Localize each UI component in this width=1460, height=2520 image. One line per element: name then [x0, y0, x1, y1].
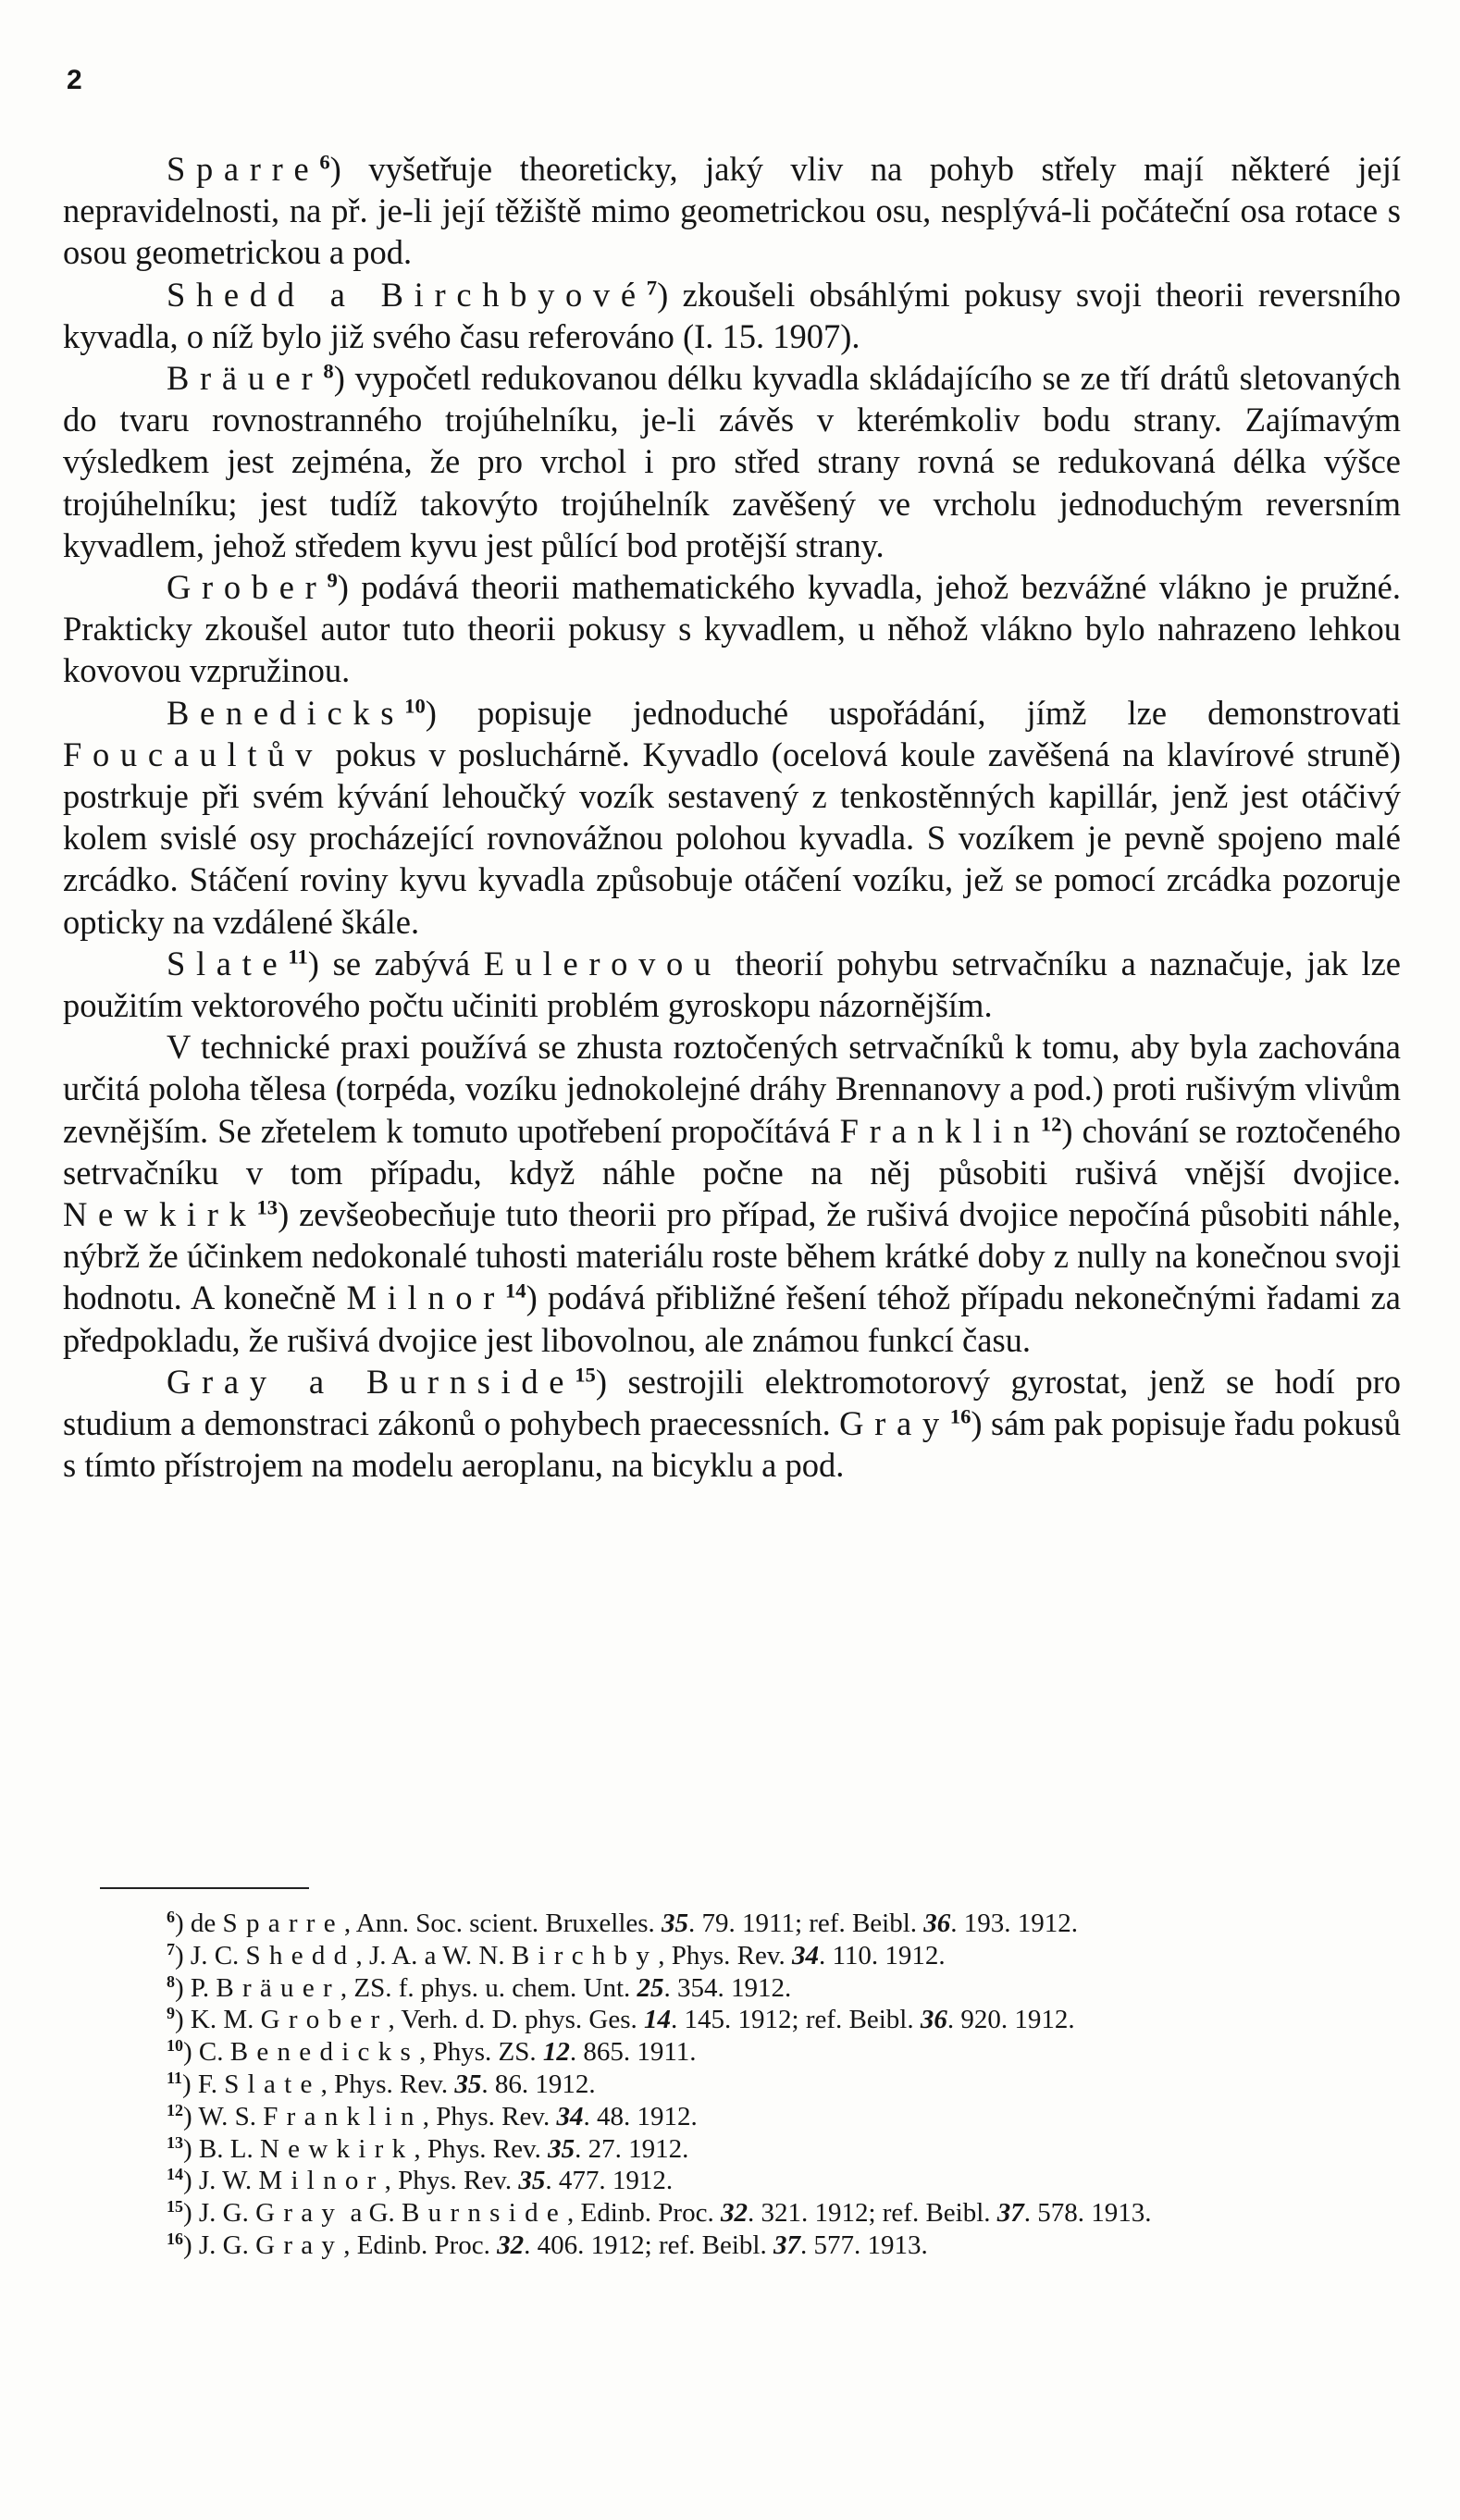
footnote-ref: 9 [327, 568, 338, 592]
footnote-volume: 37 [773, 2230, 800, 2260]
paragraph-text: V technické praxi používá se zhusta roztočených setrvačníků k tomu, aby byla zachována určitá poloha tělesa (torpéda, vozíku jednokolejné dráhy Brennanovy a pod.) proti rušivým vlivům zevnějším. Se zřetelem k tomuto upotřebení propočítává [63, 1028, 1401, 1150]
footnote-number: 11 [167, 2069, 182, 2088]
footnote-text: . 110. 1912. [818, 1940, 946, 1970]
footnote-number: 9 [167, 2004, 175, 2023]
footnote-separator [100, 1887, 309, 1889]
footnote-number: 16 [167, 2230, 183, 2249]
footnote-author: Shedd [245, 1940, 356, 1970]
footnote-12: $^{12}$) W. S. Franklin, Phys. Rev. 34. 48. 1912. [167, 2100, 698, 2131]
footnote-text: . 578. 1913. [1023, 2198, 1152, 2229]
footnote-text: , Phys. Rev. [658, 1940, 792, 1970]
footnote-ref: 13 [256, 1195, 278, 1219]
footnote-text: . 920. 1912. [947, 2005, 1075, 2035]
paragraph-text: sám pak popisuje řadu pokusů s tímto přístrojem na modelu aeroplanu, na bicyklu a pod. [63, 1404, 1401, 1485]
footnote-ref: 10 [404, 694, 426, 718]
footnote-volume: 32 [497, 2230, 525, 2260]
author-name: Franklin [839, 1111, 1041, 1150]
author-name: Gray [839, 1404, 950, 1443]
footnote-text: . 27. 1912. [575, 2133, 689, 2164]
footnote-number: 14 [167, 2165, 183, 2184]
paragraph-text: podává theorii mathematického kyvadla, jehož bezvážné vlákno je pružné. Prakticky zkoušel autor tuto theorii pokusy s kyvadlem, u něhož vlákno bylo nahrazeno lehkou kovovou vzpružinou. [63, 568, 1401, 690]
footnote-15: $^{15}$) J. G. Gray a G. Burnside, Edinb. Proc. 32. 321. 1912; ref. Beibl. 37. 578. 1913. [167, 2197, 1152, 2229]
paragraph-text: chování se roztočeného setrvačníku v tom případu, když náhle počne na něj působiti rušivá vnější dvojice. [63, 1111, 1402, 1192]
footnote-author: Gray [255, 2198, 344, 2229]
footnote-author: Milnor [258, 2166, 385, 2196]
footnote-number: 10 [167, 2036, 183, 2056]
footnote-author: Newkirk [259, 2133, 414, 2164]
footnote-text: a G. [343, 2198, 402, 2229]
footnote-14: $^{14}$) J. W. Milnor, Phys. Rev. 35. 477. 1912. [167, 2165, 674, 2196]
footnote-text: F. [191, 2069, 225, 2099]
footnote-number: 12 [167, 2100, 183, 2119]
author-name: Bräuer [167, 359, 324, 398]
paragraph-text: vyšetřuje theoreticky, jaký vliv na pohyb střely mají některé její nepravidelnosti, na př. je-li její těžiště mimo geometrickou osu, nesplývá-li počáteční osa rotace s osou geometrickou a pod. [63, 150, 1401, 272]
footnotes [63, 1908, 1401, 2262]
footnote-text: K. M. [183, 2005, 261, 2035]
footnote-text: , Verh. d. D. phys. Ges. [388, 2005, 645, 2035]
page-number: 2 [67, 65, 82, 95]
author-name: Newkirk [63, 1195, 257, 1234]
footnote-text: , Phys. Rev. [320, 2069, 455, 2099]
footnote-text: . 79. 1911; ref. Beibl. [688, 1909, 924, 1938]
author-name: Foucaultův [63, 735, 324, 773]
footnote-author: Slate [224, 2069, 321, 2099]
footnote-author: Franklin [263, 2101, 423, 2131]
footnote-text: , Edinb. Proc. [567, 2198, 721, 2229]
author-name: Eulerovou [483, 944, 722, 982]
paragraph-text: se zabývá [318, 944, 484, 982]
paragraph-text: vypočetl redukovanou délku kyvadla skládajícího se ze tří drátů sletovaných do tvaru rovnostranného trojúhelníku, je-li závěs v kterémkoliv bodu strany. Zajímavým výsledkem jest zejména, že pro vrchol i pro střed strany rovná se redukovaná délka výšce trojúhelníku; jest tudíž takovýto trojúhelník zavěšený ve vrcholu jednoduchým reversním kyvadlem, jehož středem kyvu jest půlící bod protější strany. [63, 359, 1401, 564]
paragraph-text: podává přibližné řešení téhož případu nekonečnými řadami za předpokladu, že rušivá dvojice jest libovolnou, ale známou funkcí času. [63, 1279, 1401, 1359]
paragraph-text: sestrojili elektromotorový gyrostat, jenž se hodí pro studium a demonstraci zákonů o pohybech praecessních. [63, 1362, 1401, 1443]
footnote-volume: 36 [923, 1909, 951, 1938]
footnote-text: , ZS. f. phys. u. chem. Unt. [340, 1972, 637, 2003]
paragraph-text: theorií pohybu setrvačníku a naznačuje, jak lze použitím vektorového počtu učiniti problém gyroskopu názornějším. [63, 944, 1401, 1025]
paragraph-benedicks: Benedicks$^{10}$) popisuje jednoduché uspořádání, jímž lze demonstrovati Foucaultův pokus v posluchárně. Kyvadlo (ocelová koule zavěšená na klavírové struně) postrkuje při svém kývání lehoučký vozík sestavený z tenkostěnných kapillár, jenž jest otáčivý kolem svislé osy procházející rovnovážnou polohou kyvadla. S vozíkem je pevně spojeno malé zrcádko. Stáčení roviny kyvu kyvadla způsobuje otáčení vozíku, jež se pomocí zrcádka pozoruje opticky na vzdálené škále. [63, 693, 1401, 941]
footnote-volume: 32 [720, 2198, 748, 2229]
footnote-author: Birchby [511, 1940, 659, 1970]
footnote-text: J. C. [183, 1940, 246, 1970]
footnote-volume: 14 [644, 2005, 672, 2035]
footnote-volume: 36 [920, 2005, 947, 2035]
footnote-number: 13 [167, 2132, 183, 2152]
footnote-8: $^8$) P. Bräuer, ZS. f. phys. u. chem. Unt. 25. 354. 1912. [167, 1971, 792, 2003]
paragraph-text: zevšeobecňuje tuto theorii pro případ, že rušivá dvojice nepočíná působiti náhle, nýbrž že účinkem nedokonalé tuhosti materiálu roste během krátké doby z nully na konečnou svoji hodnotu. A konečně [63, 1195, 1401, 1317]
paragraph-grober: Grober$^9$) podává theorii mathematického kyvadla, jehož bezvážné vlákno je pružné. Prakticky zkoušel autor tuto theorii pokusy s kyvadlem, u něhož vlákno bylo nahrazeno lehkou kovovou vzpružinou. [63, 568, 1401, 690]
footnote-number: 15 [167, 2197, 183, 2217]
footnote-text: . 193. 1912. [950, 1909, 1079, 1938]
footnote-ref: 14 [504, 1279, 526, 1303]
author-name: Sparre [167, 150, 320, 188]
footnote-author: Benedicks [229, 2037, 420, 2068]
body-text [63, 148, 1401, 1487]
paragraph-text: pokus v posluchárně. Kyvadlo (ocelová koule zavěšená na klavírové struně) postrkuje při svém kývání lehoučký vozík sestavený z tenkostěnných kapillár, jenž jest otáčivý kolem svislé osy procházející rovnovážnou polohou kyvadla. S vozíkem je pevně spojeno malé zrcádko. Stáčení roviny kyvu kyvadla způsobuje otáčení vozíku, jež se pomocí zrcádka pozoruje opticky na vzdálené škále. [63, 735, 1401, 941]
footnote-author: Grober [260, 2005, 389, 2035]
footnote-text: . 477. 1912. [545, 2166, 674, 2196]
footnote-number: 6 [167, 1908, 175, 1927]
author-name: Gray a Burnside [167, 1362, 575, 1401]
footnote-text: . 145. 1912; ref. Beibl. [671, 2005, 921, 2035]
footnote-ref: 7 [646, 276, 658, 300]
footnote-author: Sparre [222, 1909, 344, 1938]
footnote-text: , Ann. Soc. scient. Bruxelles. [343, 1909, 662, 1938]
footnote-text: J. G. [192, 2198, 256, 2229]
footnote-text: , Phys. Rev. [384, 2166, 519, 2196]
paragraph-gray: Gray a Burnside$^{15}$) sestrojili elektromotorový gyrostat, jenž se hodí pro studium a demonstraci zákonů o pohybech praecessních. Gray$^{16}$) sám pak popisuje řadu pokusů s tímto přístrojem na modelu aeroplanu, na bicyklu a pod. [63, 1362, 1401, 1485]
footnote-volume: 34 [556, 2101, 584, 2131]
footnote-16: $^{16}$) J. G. Gray, Edinb. Proc. 32. 406. 1912; ref. Beibl. 37. 577. 1913. [167, 2230, 928, 2260]
footnote-volume: 35 [548, 2133, 575, 2164]
footnote-text: J. W. [192, 2166, 259, 2196]
footnote-text: . 86. 1912. [481, 2069, 596, 2099]
footnote-text: J. G. [192, 2230, 256, 2260]
footnote-text: , Phys. ZS. [419, 2037, 543, 2068]
footnote-11: $^{11}$) F. Slate, Phys. Rev. 35. 86. 1912. [167, 2069, 596, 2099]
footnote-text: B. L. [192, 2133, 260, 2164]
footnote-text: , Phys. Rev. [422, 2101, 557, 2131]
footnote-volume: 35 [454, 2069, 482, 2099]
footnote-author: Gray [255, 2230, 344, 2260]
footnote-9: $^9$) K. M. Grober, Verh. d. D. phys. Ges. 14. 145. 1912; ref. Beibl. 36. 920. 1912. [167, 2004, 1075, 2035]
author-name: Grober [167, 568, 328, 607]
author-name: Shedd a Birchbyové [167, 275, 647, 314]
paragraph-text: popisuje jednoduché uspořádání, jímž lze demonstrovati [436, 693, 1401, 732]
paragraph-sparre: Sparre$^6$) vyšetřuje theoreticky, jaký vliv na pohyb střely mají některé její nepravidelnosti, na př. je-li její těžiště mimo geometrickou osu, nesplývá-li počáteční osa rotace s osou geometrickou a pod. [63, 150, 1401, 272]
paragraph-technical-practice: V technické praxi používá se zhusta roztočených setrvačníků k tomu, aby byla zachována určitá poloha tělesa (torpéda, vozíku jednokolejné dráhy Brennanovy a pod.) proti rušivým vlivům zevnějším. Se zřetelem k tomuto upotřebení propočítává Franklin$^{12}$) chování se roztočeného setrvačníku v tom případu, když náhle počne na něj působiti rušivá vnější dvojice. Newkirk$^{13}$) zevšeobecňuje tuto theorii pro případ, že rušivá dvojice nepočíná působiti náhle, nýbrž že účinkem nedokonalé tuhosti materiálu roste během krátké doby z nully na konečnou svoji hodnotu. A konečně Milnor$^{14}$) podává přibližné řešení téhož případu nekonečnými řadami za předpokladu, že rušivá dvojice jest libovolnou, ale známou funkcí času. [63, 1028, 1402, 1359]
footnote-author: Burnside [402, 2198, 568, 2229]
footnote-text: . 48. 1912. [583, 2101, 698, 2131]
footnote-text: , Phys. Rev. [414, 2133, 549, 2164]
footnote-text: . 865. 1911. [569, 2037, 697, 2068]
author-name: Milnor [346, 1279, 505, 1317]
footnote-text: P. [183, 1972, 217, 2003]
footnote-10: $^{10}$) C. Benedicks, Phys. ZS. 12. 865. 1911. [167, 2036, 697, 2068]
footnote-text: . 577. 1913. [799, 2230, 928, 2260]
footnote-text: . 354. 1912. [663, 1972, 792, 2003]
paragraph-brauer: Bräuer$^8$) vypočetl redukovanou délku kyvadla skládajícího se ze tří drátů sletovaných do tvaru rovnostranného trojúhelníku, je-li závěs v kterémkoliv bodu strany. Zajímavým výsledkem jest zejména, že pro vrchol i pro střed strany rovná se redukovaná délka výšce trojúhelníku; jest tudíž takovýto trojúhelník zavěšený ve vrcholu jednoduchým reversním kyvadlem, jehož středem kyvu jest půlící bod protější strany. [63, 359, 1401, 564]
footnote-volume: 37 [996, 2198, 1024, 2229]
footnote-number: 7 [167, 1939, 175, 1958]
paragraph-text: zkoušeli obsáhlými pokusy svoji theorii reversního kyvadla, o níž bylo již svého času referováno (I. 15. 1907). [63, 275, 1401, 355]
footnote-author: Bräuer [216, 1972, 340, 2003]
paragraph-shedd: Shedd a Birchbyové$^7$) zkoušeli obsáhlými pokusy svoji theorii reversního kyvadla, o níž bylo již svého času referováno (I. 15. 1907). [63, 275, 1401, 355]
footnote-text: . 406. 1912; ref. Beibl. [524, 2230, 773, 2260]
footnote-text: W. S. [192, 2101, 264, 2131]
footnote-volume: 12 [542, 2037, 570, 2068]
footnote-volume: 35 [662, 1909, 689, 1938]
author-name: Slate [167, 944, 289, 982]
footnote-text: , J. A. a W. N. [355, 1940, 512, 1970]
footnote-6: $^6$) de Sparre, Ann. Soc. scient. Bruxelles. 35. 79. 1911; ref. Beibl. 36. 193. 1912. [167, 1908, 1079, 1938]
paragraph-slate: Slate$^{11}$) se zabývá Eulerovou theorií pohybu setrvačníku a naznačuje, jak lze použitím vektorového počtu učiniti problém gyroskopu názornějším. [63, 944, 1401, 1025]
footnote-13: $^{13}$) B. L. Newkirk, Phys. Rev. 35. 27. 1912. [167, 2132, 689, 2164]
footnote-ref: 11 [288, 945, 308, 969]
footnote-volume: 35 [518, 2166, 546, 2196]
footnote-ref: 8 [323, 359, 334, 383]
footnote-text: C. [192, 2037, 230, 2068]
footnote-7: $^7$) J. C. Shedd, J. A. a W. N. Birchby, Phys. Rev. 34. 110. 1912. [167, 1939, 946, 1970]
footnote-volume: 25 [637, 1972, 664, 2003]
footnote-volume: 34 [791, 1940, 819, 1970]
footnote-text: de [183, 1909, 223, 1938]
footnote-ref: 16 [949, 1404, 971, 1428]
footnote-text: , Edinb. Proc. [343, 2230, 498, 2260]
footnote-ref: 6 [319, 150, 330, 174]
footnote-ref: 12 [1040, 1112, 1062, 1136]
footnote-ref: 15 [575, 1363, 596, 1387]
footnote-number: 8 [167, 1971, 175, 1991]
footnote-text: . 321. 1912; ref. Beibl. [747, 2198, 997, 2229]
author-name: Benedicks [167, 693, 405, 732]
